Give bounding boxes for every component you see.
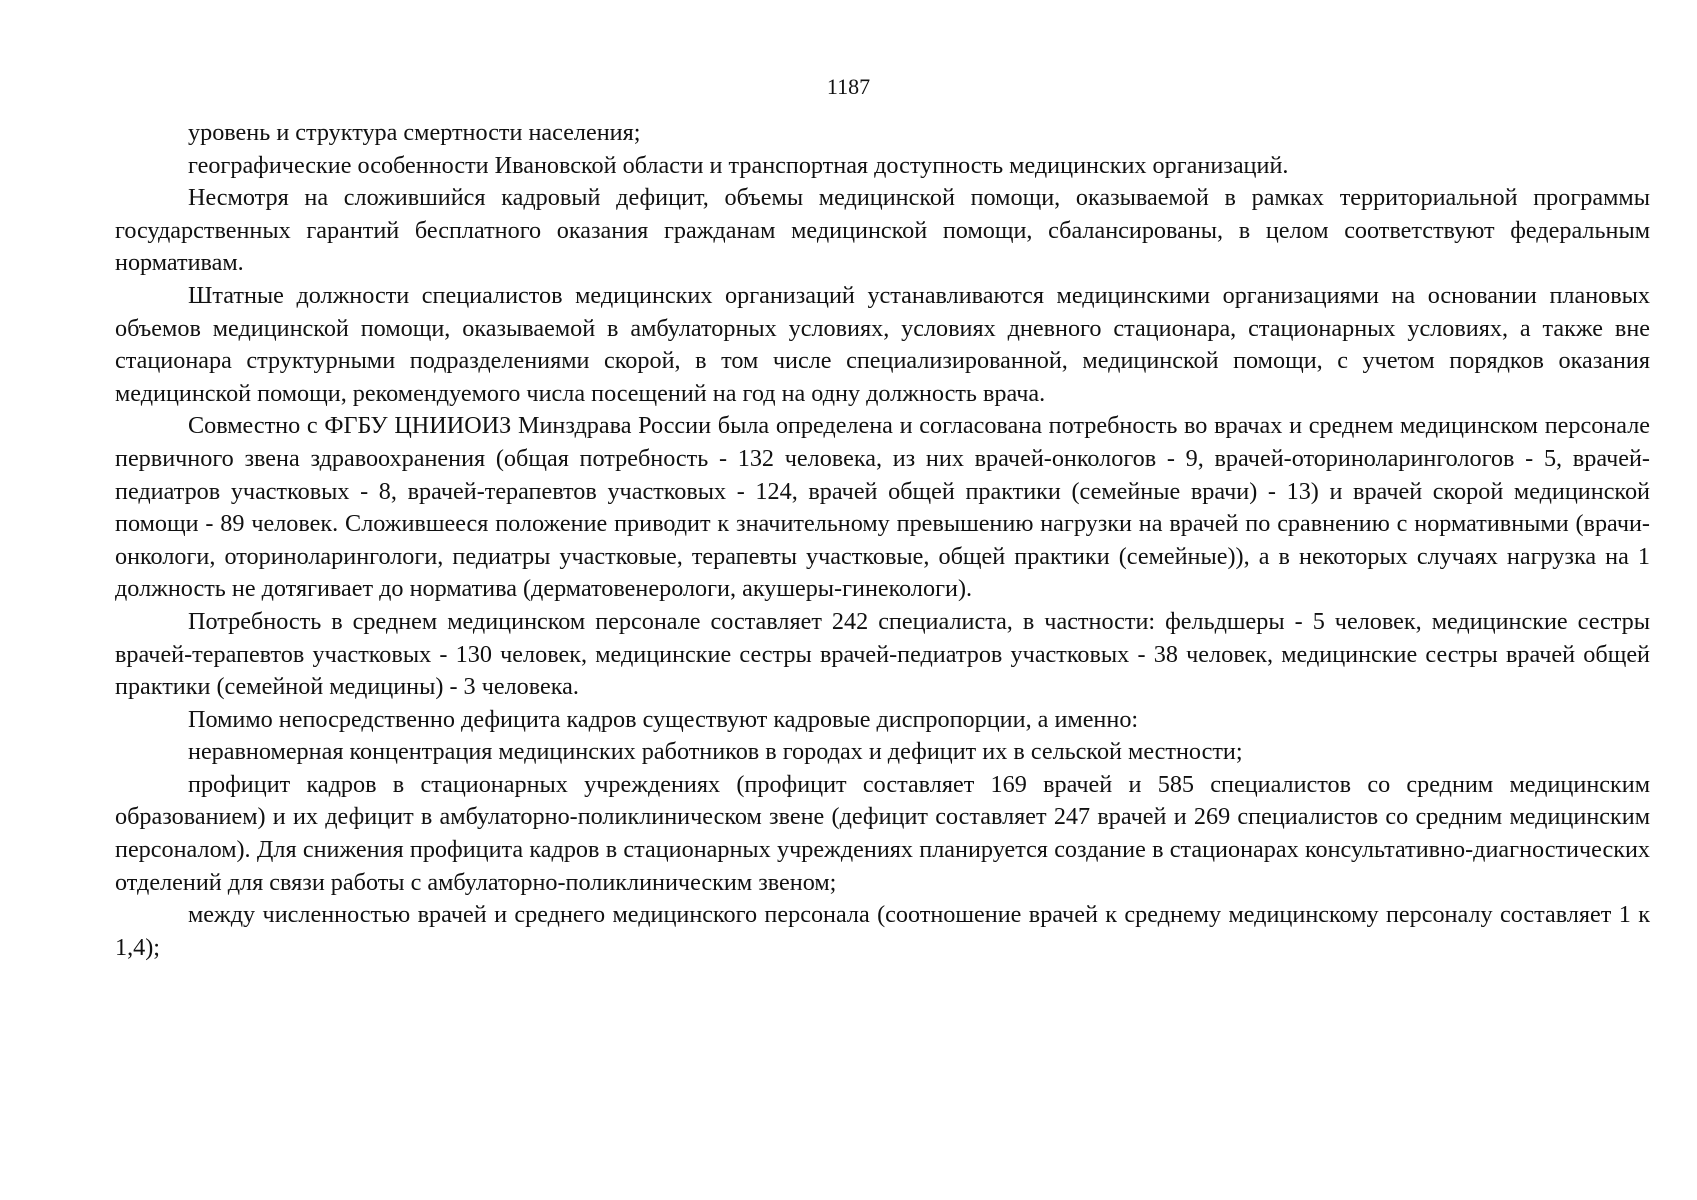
paragraph-hospital-surplus: профицит кадров в стационарных учреждениях (профицит составляет 169 врачей и 585 специалистов со средним медицинским образованием) и их дефицит в амбулаторно-поликлиническом звене (дефицит составляет 247 врачей и 269 специалистов со средним медицинским персоналом). Для снижения профицита кадров в стационарных учреждениях планируется создание в стационарах консультативно-диагностических отделений для связи работы с амбулаторно-поликлиническим звеном;: [115, 770, 1650, 896]
paragraph-staff-ratio: между численностью врачей и среднего медицинского персонала (соотношение врачей к среднему медицинскому персоналу составляет 1 к 1,4);: [115, 901, 1650, 961]
paragraph-mortality: уровень и структура смертности населения;: [188, 119, 641, 146]
paragraph-rural-deficit: неравномерная концентрация медицинских работников в городах и дефицит их в сельской местности;: [188, 738, 1243, 766]
page-number: 1187: [826, 74, 871, 99]
paragraph-staff-positions: Штатные должности специалистов медицинских организаций устанавливаются медицинскими организациями на основании плановых объемов медицинской помощи, оказываемой в амбулаторных условиях, условиях дневного стационара, стационарных условиях, а также вне стационара структурными подразделениями скорой, в том числе специализированной, медицинской помощи, с учетом порядков оказания медицинской помощи, рекомендуемого числа посещений на год на одну должность врача.: [115, 281, 1650, 407]
paragraph-disproportions-intro: Помимо непосредственно дефицита кадров существуют кадровые диспропорции, а именно:: [188, 705, 1139, 733]
paragraph-staff-deficit: Несмотря на сложившийся кадровый дефицит, объемы медицинской помощи, оказываемой в рамках территориальной программы государственных гарантий бесплатного оказания гражданам медицинской помощи, сбалансированы, в целом соответствуют федеральным нормативам.: [115, 184, 1650, 277]
document-body: [115, 117, 1650, 964]
paragraph-nursing-needs: Потребность в среднем медицинском персонале составляет 242 специалиста, в частности: фельдшеры - 5 человек, медицинские сестры врачей-терапевтов участковых - 130 человек, медицинские сестры врачей-педиатров участковых - 38 человек, медицинские сестры врачей общей практики (семейной медицины) - 3 человека.: [115, 607, 1650, 701]
paragraph-geography: географические особенности Ивановской области и транспортная доступность медицинских организаций.: [188, 151, 1289, 179]
paragraph-physician-needs: Совместно с ФГБУ ЦНИИОИЗ Минздрава России была определена и согласована потребность во врачах и среднем медицинском персонале первичного звена здравоохранения (общая потребность - 132 человека, из них врачей-онкологов - 9, врачей-оториноларингологов - 5, врачей-педиатров участковых - 8, врачей-терапевтов участковых - 124, врачей общей практики (семейные врачи) - 13) и врачей скорой медицинской помощи - 89 человек. Сложившееся положение приводит к значительному превышению нагрузки на врачей по сравнению с нормативными (врачи-онкологи, оториноларингологи, педиатры участковые, терапевты участковые, общей практики (семейные)), а в некоторых случаях нагрузка на 1 должность не дотягивает до норматива (дерматовенерологи, акушеры-гинекологи).: [115, 412, 1650, 603]
